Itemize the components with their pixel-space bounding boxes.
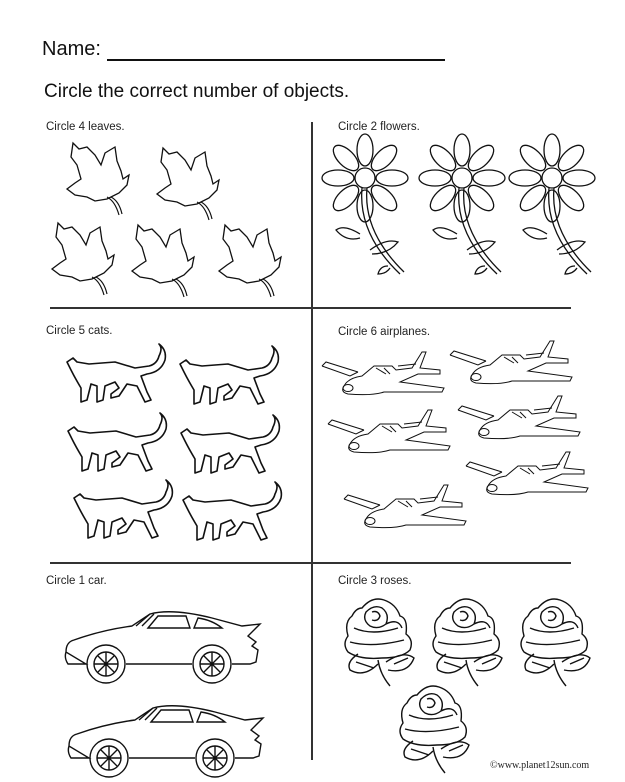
prompt-roses: Circle 3 roses. bbox=[338, 575, 412, 587]
rose-icon[interactable] bbox=[400, 686, 469, 773]
rose-icon[interactable] bbox=[521, 599, 590, 686]
prompt-cars: Circle 1 car. bbox=[46, 575, 107, 587]
prompt-leaves: Circle 4 leaves. bbox=[46, 121, 125, 133]
rose-icon[interactable] bbox=[345, 599, 414, 686]
worksheet-instruction: Circle the correct number of objects. bbox=[44, 81, 350, 102]
name-label: Name: bbox=[42, 38, 101, 60]
prompt-cats: Circle 5 cats. bbox=[46, 325, 113, 337]
copyright-credit: ©www.planet12sun.com bbox=[490, 760, 590, 771]
prompt-flowers: Circle 2 flowers. bbox=[338, 121, 420, 133]
prompt-airplanes: Circle 6 airplanes. bbox=[338, 326, 431, 338]
rose-icon[interactable] bbox=[433, 599, 502, 686]
